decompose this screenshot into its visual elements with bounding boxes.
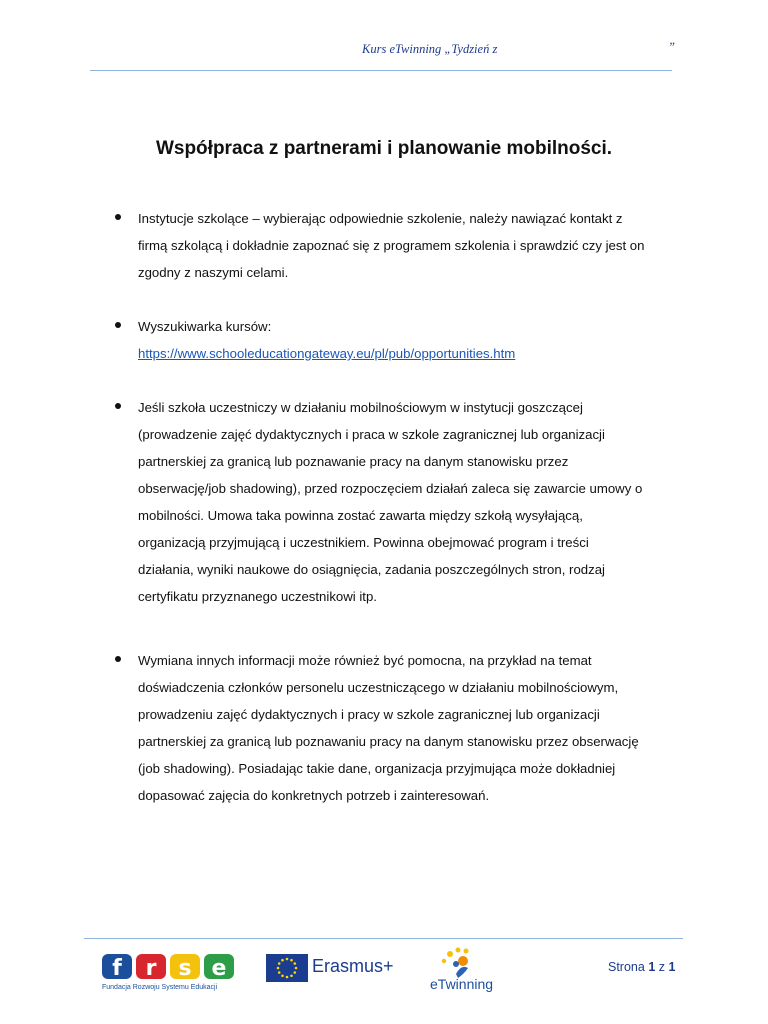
text-line: partnerskiej za granicą lub poznawaniu pracy na danym stanowisku przez obserwację [138,734,639,749]
frse-letter-r: r [145,956,157,981]
etwinning-label: eTwinning [430,976,494,992]
text-line: prowadzeniu zajęć dydaktycznych i pracy w szkole zagranicznej lub organizacji [138,707,600,722]
etwinning-logo [428,944,494,992]
text-line: Instytucje szkolące – wybierając odpowiednie szkolenie, należy nawiązać kontakt z [138,211,623,226]
page-total: 1 [668,960,676,974]
page-number [608,960,675,974]
document-title: Współpraca z partnerami i planowanie mobilności. [155,138,613,159]
text-line: Jeśli szkoła uczestniczy w działaniu mobilnościowym w instytucji goszczącej [138,400,583,415]
bullet-text [138,313,686,367]
text-line: partnerskiej za granicą lub poznawanie pracy na danym stanowisku przez [138,454,569,469]
text-line: (job shadowing). Posiadając takie dane, organizacja przyjmująca może dokładniej [138,761,616,776]
bullet-icon [115,403,121,409]
text-line: zgodny z naszymi celami. [138,265,289,280]
header-closing-quote: ” [668,40,675,54]
footer-rule [84,938,683,939]
bullet-icon [115,656,121,662]
text-line: (prowadzenie zajęć dydaktycznych i praca w szkole zagranicznej lub organizacji [138,427,605,442]
text-line: doświadczenia członków personelu uczestniczącego w działaniu mobilnościowym, [138,680,619,695]
bullet-text [138,205,686,286]
bullet-icon [115,214,121,220]
page-prefix: Strona [608,960,645,974]
text-line: działania, wyniki naukowe do osiągnięcia, zadania poszczególnych stron, rodzaj [138,562,605,577]
text-line: dopasować zajęcia do konkretnych potrzeb i zainteresowań. [138,788,490,803]
frse-caption: Fundacja Rozwoju Systemu Edukacji [102,984,218,991]
bullet-text [138,647,686,809]
page-separator: z [658,960,666,974]
frse-letter-s: s [178,956,192,981]
text-line: mobilności. Umowa taka powinna zostać zawarta między szkołą wysyłającą, [138,508,583,523]
text-line: obserwację/job shadowing), przed rozpoczęciem działań zaleca się zawarcie umowy o [138,481,643,496]
frse-letter-f: f [112,956,122,981]
bullet-text [138,394,686,610]
course-search-link[interactable]: https://www.schooleducationgateway.eu/pl/pub/opportunities.htm [138,346,516,361]
text-line: certyfikatu przyznanego uczestnikowi itp. [138,589,377,604]
page-header [90,40,675,71]
text-line: Wyszukiwarka kursów: [138,319,272,334]
header-title: Kurs eTwinning „Tydzień z [362,42,498,56]
text-line: firmą szkolącą i dokładnie zapoznać się z programem szkolenia i sprawdzić czy jest on [138,238,645,253]
page-current: 1 [648,960,656,974]
text-line: organizacją przyjmującą i uczestnikiem. Powinna obejmować program i treści [138,535,589,550]
frse-logo [102,954,236,992]
frse-letter-e: e [211,956,227,981]
bullet-icon [115,322,121,328]
eu-flag-icon [266,954,308,982]
erasmus-plus-label: Erasmus+ [312,956,394,976]
text-line: Wymiana innych informacji może również być pomocna, na przykład na temat [138,653,592,668]
